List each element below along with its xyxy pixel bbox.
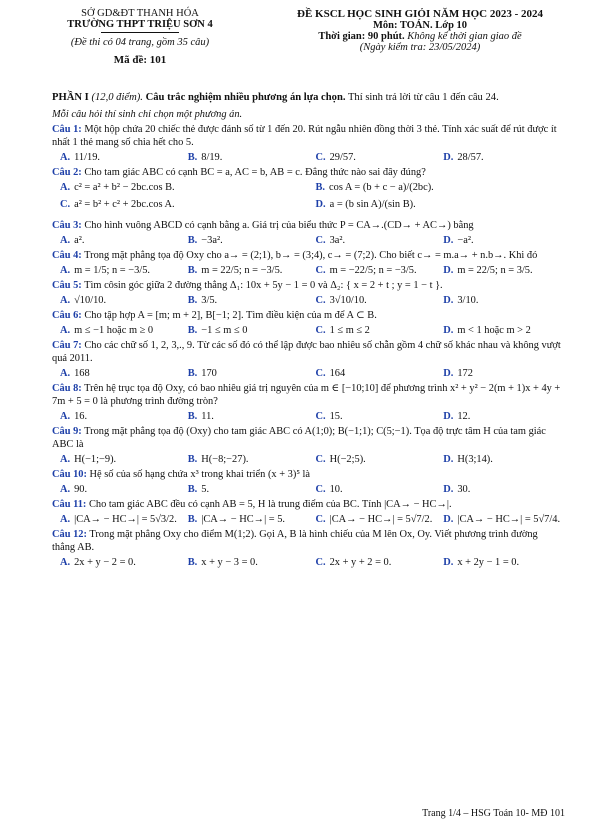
option-text: |CA→ − HC→| = 5√7/2.: [329, 514, 433, 525]
answer-option[interactable]: [308, 484, 436, 495]
option-letter: B.: [187, 235, 198, 246]
option-text: m = 22/5; n = 3/5.: [457, 265, 533, 276]
question: [52, 468, 563, 481]
question-label: Câu 10:: [52, 469, 87, 480]
answer-options: [52, 325, 563, 336]
option-text: 16.: [74, 411, 88, 422]
school-name: TRƯỜNG THPT TRIỆU SƠN 4: [67, 19, 213, 30]
answer-option[interactable]: [180, 368, 308, 379]
exam-time: [260, 31, 580, 42]
answer-option[interactable]: [180, 411, 308, 422]
option-text: 90.: [74, 484, 88, 495]
option-text: 8/19.: [201, 152, 223, 163]
answer-option[interactable]: [435, 325, 563, 336]
option-text: 164: [329, 368, 346, 379]
option-letter: A.: [60, 368, 71, 379]
question: [52, 219, 563, 232]
part-heading: [52, 92, 563, 103]
option-text: m = 1/5; n = −3/5.: [74, 265, 150, 276]
option-letter: B.: [187, 265, 198, 276]
answer-options: [52, 454, 563, 465]
option-letter: D.: [443, 514, 454, 525]
time-note: Không kể thời gian giao đề: [407, 31, 522, 42]
answer-options: [52, 295, 563, 306]
answer-option[interactable]: [180, 325, 308, 336]
question-text: Hệ số của số hạng chứa x³ trong khai triển (x + 3)⁵ là: [89, 469, 311, 480]
option-text: a² = b² + c² + 2bc.cos A.: [74, 199, 175, 210]
answer-option[interactable]: [308, 368, 436, 379]
answer-option[interactable]: [435, 152, 563, 163]
option-text: cos A = (b + c − a)/(2bc).: [329, 182, 434, 193]
answer-option[interactable]: [180, 235, 308, 246]
pages-note: (Đề thi có 04 trang, gồm 35 câu): [70, 37, 210, 48]
question-text: Cho tam giác ABC đều có cạnh AB = 5, H là trung điểm của BC. Tính |CA→ − HC→|.: [88, 499, 452, 510]
question-text: Cho các chữ số 1, 2, 3,., 9. Từ các số đó có thể lập được bao nhiêu số chẵn gồm 4 chữ số khác nhau và không vượt quá 2011.: [52, 340, 561, 364]
option-letter: A.: [60, 454, 71, 465]
answer-option[interactable]: [52, 325, 180, 336]
option-letter: B.: [187, 368, 198, 379]
question-label: Câu 4:: [52, 250, 82, 261]
option-text: H(3;14).: [457, 454, 493, 465]
question: [52, 425, 563, 451]
question-text: Trong mặt phẳng tọa độ Oxy cho a→ = (2;1), b→ = (3;4), c→ = (7;2). Cho biết c→ = m.a→ + n.b→. Khi đó: [84, 250, 538, 261]
question-label: Câu 9:: [52, 426, 82, 437]
option-text: 3a².: [329, 235, 346, 246]
option-letter: C.: [315, 484, 326, 495]
option-text: 1 ≤ m ≤ 2: [329, 325, 370, 336]
option-letter: D.: [443, 325, 454, 336]
option-letter: A.: [60, 152, 71, 163]
option-letter: B.: [187, 454, 198, 465]
option-text: 2x + y − 2 = 0.: [74, 557, 136, 568]
option-text: a = (b sin A)/(sin B).: [329, 199, 416, 210]
option-letter: D.: [443, 411, 454, 422]
answer-option[interactable]: [308, 152, 436, 163]
question: [52, 279, 563, 292]
question-label: Câu 1:: [52, 124, 82, 135]
question-text: Trong mặt phẳng tọa độ (Oxy) cho tam giác ABC có A(1;0); B(−1;1); C(5;−1). Tọa độ trực tâm H của tam giác ABC là: [52, 426, 546, 450]
exam-title: ĐỀ KSCL HỌC SINH GIỎI NĂM HỌC 2023 - 2024: [297, 8, 543, 20]
answer-option[interactable]: [435, 484, 563, 495]
option-letter: B.: [187, 514, 198, 525]
answer-option[interactable]: [180, 152, 308, 163]
question-label: Câu 6:: [52, 310, 82, 321]
option-letter: C.: [315, 557, 326, 568]
option-text: √10/10.: [74, 295, 107, 306]
option-letter: A.: [60, 411, 71, 422]
question-text: Trên hệ trục tọa độ Oxy, có bao nhiêu giá trị nguyên của m ∈ [−10;10] để phương trình x² + y² − 2(m + 1)x + 4y + 7m + 5 = 0 là phương trình đường tròn?: [52, 383, 561, 407]
question-label: Câu 11:: [52, 499, 87, 510]
answer-options: [52, 514, 563, 525]
answer-options: [52, 484, 563, 495]
question-text: Cho tam giác ABC có cạnh BC = a, AC = b, AB = c. Đẳng thức nào sai đây đúng?: [84, 167, 426, 178]
question-text: Tìm côsin góc giữa 2 đường thẳng Δ₁: 10x + 5y − 1 = 0 và Δ₂: { x = 2 + t ; y = 1 − t }.: [84, 280, 443, 291]
answer-option[interactable]: [435, 514, 563, 525]
option-letter: D.: [443, 295, 454, 306]
answer-options: [52, 182, 563, 216]
department-name: SỞ GD&ĐT THANH HÓA: [81, 8, 199, 19]
option-letter: D.: [443, 557, 454, 568]
option-text: m ≤ −1 hoặc m ≥ 0: [74, 325, 154, 336]
option-text: 11.: [201, 411, 214, 422]
answer-option[interactable]: [435, 411, 563, 422]
header-underline: [101, 32, 179, 33]
option-letter: B.: [187, 411, 198, 422]
part-points: (12,0 điểm).: [91, 92, 143, 103]
question: [52, 498, 563, 511]
question: [52, 382, 563, 408]
option-text: |CA→ − HC→| = 5.: [201, 514, 285, 525]
option-letter: A.: [60, 265, 71, 276]
option-letter: D.: [443, 152, 454, 163]
option-text: 11/19.: [74, 152, 100, 163]
option-text: 30.: [457, 484, 471, 495]
option-text: m = −22/5; n = −3/5.: [329, 265, 417, 276]
answer-option[interactable]: [52, 454, 180, 465]
option-letter: A.: [60, 484, 71, 495]
option-text: −3a².: [201, 235, 223, 246]
option-letter: B.: [187, 484, 198, 495]
option-letter: C.: [315, 514, 326, 525]
option-text: |CA→ − HC→| = 5√7/4.: [457, 514, 561, 525]
option-letter: D.: [443, 454, 454, 465]
answer-option[interactable]: [52, 484, 180, 495]
part-title: PHẦN I: [52, 92, 89, 103]
option-letter: A.: [60, 295, 71, 306]
answer-option[interactable]: [435, 265, 563, 276]
answer-option[interactable]: [52, 199, 308, 210]
answer-options: [52, 411, 563, 422]
option-text: 12.: [457, 411, 471, 422]
question: [52, 309, 563, 322]
answer-option[interactable]: [52, 235, 180, 246]
question-label: Câu 2:: [52, 167, 82, 178]
option-text: x + y − 3 = 0.: [201, 557, 258, 568]
option-text: −a².: [457, 235, 474, 246]
answer-option[interactable]: [52, 182, 308, 193]
answer-options: [52, 368, 563, 379]
answer-option[interactable]: [52, 557, 180, 568]
option-text: −1 ≤ m ≤ 0: [201, 325, 248, 336]
answer-option[interactable]: [435, 454, 563, 465]
option-text: |CA→ − HC→| = 5√3/2.: [74, 514, 177, 525]
option-letter: D.: [443, 265, 454, 276]
option-letter: B.: [315, 182, 326, 193]
header-left: [50, 8, 230, 66]
option-letter: C.: [315, 411, 326, 422]
question: [52, 528, 563, 554]
part-instruction: Mỗi câu hỏi thí sinh chỉ chọn một phương án.: [52, 109, 243, 120]
option-letter: A.: [60, 235, 71, 246]
time-label: Thời gian: 90 phút.: [318, 31, 405, 42]
option-letter: A.: [60, 514, 71, 525]
option-letter: C.: [315, 235, 326, 246]
answer-option[interactable]: [52, 295, 180, 306]
question-text: Cho tập hợp A = [m; m + 2], B[−1; 2]. Tìm điều kiện của m để A ⊂ B.: [84, 310, 377, 321]
option-letter: A.: [60, 325, 71, 336]
answer-option[interactable]: [308, 325, 436, 336]
option-letter: A.: [60, 557, 71, 568]
answer-option[interactable]: [180, 557, 308, 568]
option-letter: A.: [60, 182, 71, 193]
option-letter: D.: [443, 235, 454, 246]
exam-subject: Môn: TOÁN. Lớp 10: [372, 20, 468, 31]
page-footer: Trang 1/4 – HSG Toán 10- MĐ 101: [422, 808, 565, 819]
option-letter: C.: [315, 368, 326, 379]
answer-option[interactable]: [435, 368, 563, 379]
option-text: 10.: [329, 484, 343, 495]
exam-date: (Ngày kiểm tra: 23/05/2024): [359, 42, 481, 53]
option-text: 15.: [329, 411, 343, 422]
answer-option[interactable]: [52, 152, 180, 163]
option-text: 28/57.: [457, 152, 484, 163]
part-desc: Thí sinh trả lời từ câu 1 đến câu 24.: [347, 92, 499, 103]
answer-option[interactable]: [180, 484, 308, 495]
answer-option[interactable]: [52, 265, 180, 276]
option-text: 2x + y + 2 = 0.: [329, 557, 392, 568]
answer-option[interactable]: [308, 199, 564, 210]
answer-options: [52, 152, 563, 163]
option-letter: D.: [443, 368, 454, 379]
answer-option[interactable]: [52, 411, 180, 422]
answer-option[interactable]: [308, 235, 436, 246]
option-letter: C.: [315, 265, 326, 276]
option-letter: B.: [187, 325, 198, 336]
question-text: Cho hình vuông ABCD có cạnh bằng a. Giá trị của biểu thức P = CA→.(CD→ + AC→) bằng: [84, 220, 474, 231]
answer-option[interactable]: [308, 411, 436, 422]
answer-option[interactable]: [180, 295, 308, 306]
option-letter: C.: [315, 325, 326, 336]
option-letter: C.: [315, 152, 326, 163]
answer-options: [52, 557, 563, 568]
option-text: H(−2;5).: [329, 454, 366, 465]
answer-option[interactable]: [180, 454, 308, 465]
option-text: c² = a² + b² − 2bc.cos B.: [74, 182, 175, 193]
option-text: 170: [201, 368, 217, 379]
answer-option[interactable]: [308, 514, 436, 525]
option-text: H(−8;−27).: [201, 454, 249, 465]
answer-option[interactable]: [308, 454, 436, 465]
answer-option[interactable]: [308, 295, 436, 306]
header-right: [260, 8, 580, 53]
option-text: 29/57.: [329, 152, 356, 163]
question-label: Câu 12:: [52, 529, 87, 540]
question-text: Trong mặt phẳng Oxy cho điểm M(1;2). Gọi A, B là hình chiếu của M lên Ox, Oy. Viết phương trình đường thẳng AB.: [52, 529, 538, 553]
option-text: m = 22/5; n = −3/5.: [201, 265, 283, 276]
option-letter: B.: [187, 557, 198, 568]
exam-content: [52, 92, 563, 570]
answer-options: [52, 235, 563, 246]
answer-option[interactable]: [308, 182, 564, 193]
option-text: H(−1;−9).: [74, 454, 117, 465]
option-text: 3√10/10.: [329, 295, 367, 306]
question-label: Câu 7:: [52, 340, 82, 351]
option-text: 3/10.: [457, 295, 479, 306]
question-label: Câu 8:: [52, 383, 82, 394]
answer-option[interactable]: [52, 514, 180, 525]
option-text: 172: [457, 368, 473, 379]
question-label: Câu 5:: [52, 280, 82, 291]
option-letter: C.: [60, 199, 71, 210]
answer-option[interactable]: [52, 368, 180, 379]
exam-header: [40, 8, 555, 92]
question-list: [52, 123, 563, 568]
option-letter: D.: [443, 484, 454, 495]
option-letter: B.: [187, 152, 198, 163]
part-heading-text: Câu trắc nghiệm nhiều phương án lựa chọn.: [145, 92, 346, 103]
option-text: m < 1 hoặc m > 2: [457, 325, 531, 336]
question-text: Một hộp chứa 20 chiếc thẻ được đánh số từ 1 đến 20. Rút ngẫu nhiên đồng thời 3 thẻ. Tính xác suất để rút được ít nhất 1 thẻ mang số chia hết cho 5.: [52, 124, 557, 148]
option-letter: C.: [315, 295, 326, 306]
option-text: 5.: [201, 484, 210, 495]
question-label: Câu 3:: [52, 220, 82, 231]
answer-option[interactable]: [308, 265, 436, 276]
exam-code: Mã đề: 101: [113, 54, 167, 66]
answer-options: [52, 265, 563, 276]
answer-option[interactable]: [180, 265, 308, 276]
answer-option[interactable]: [435, 295, 563, 306]
question: [52, 166, 563, 179]
option-text: 168: [74, 368, 90, 379]
answer-option[interactable]: [435, 235, 563, 246]
option-letter: D.: [315, 199, 326, 210]
answer-option[interactable]: [435, 557, 563, 568]
option-text: x + 2y − 1 = 0.: [457, 557, 520, 568]
question: [52, 249, 563, 262]
option-text: a².: [74, 235, 85, 246]
answer-option[interactable]: [308, 557, 436, 568]
option-letter: B.: [187, 295, 198, 306]
answer-option[interactable]: [180, 514, 308, 525]
option-text: 3/5.: [201, 295, 218, 306]
question: [52, 339, 563, 365]
question: [52, 123, 563, 149]
option-letter: C.: [315, 454, 326, 465]
